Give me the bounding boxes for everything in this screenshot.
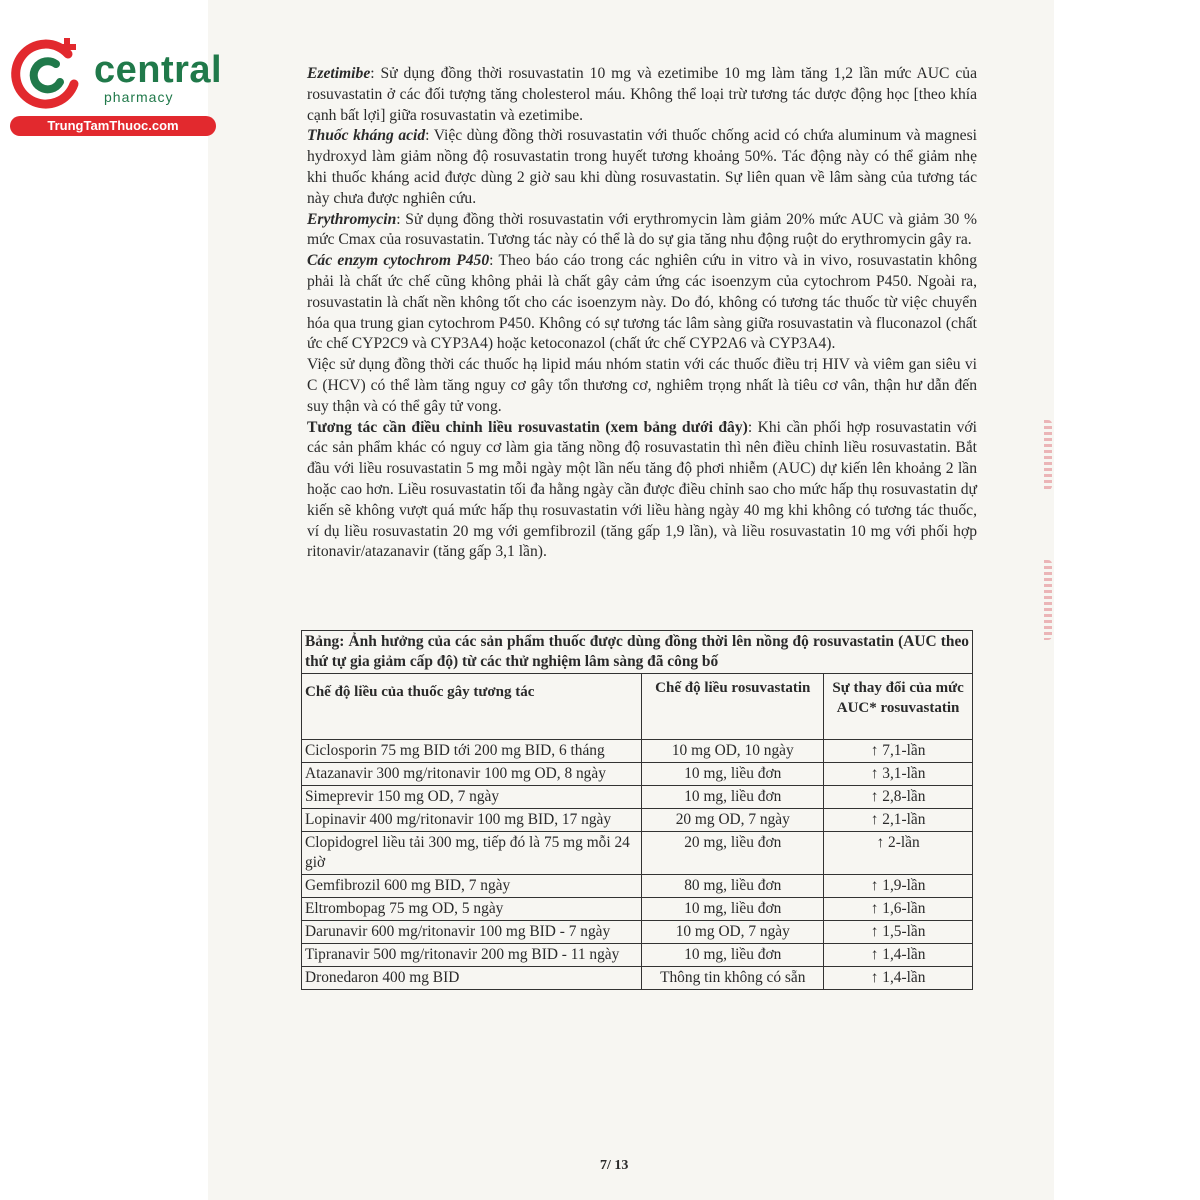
paragraph-lead: Các enzym cytochrom P450 [307, 252, 490, 270]
table-cell: 20 mg OD, 7 ngày [642, 809, 824, 832]
table-cell: 10 mg, liều đơn [642, 944, 824, 967]
paragraph-text: Sử dụng đồng thời rosuvastatin 10 mg và ezetimibe 10 mg làm tăng 1,2 lần mức AUC của rosuvastatin ở các đối tượng tăng cholesterol máu. Không thể loại trừ tương tác dược động học [theo khía cạnh bất lợi] giữa rosuvastatin và ezetimibe. [307, 65, 977, 124]
table-header-cell: Chế độ liều của thuốc gây tương tác [302, 674, 642, 740]
table-cell: ↑ 2,1-lần [824, 809, 973, 832]
paragraph-lead: Ezetimibe [307, 65, 371, 82]
table-caption: Bảng: Ảnh hưởng của các sản phẩm thuốc được dùng đồng thời lên nồng độ rosuvastatin (AUC theo thứ tự gia giảm cấp độ) từ các thử nghiệm lâm sàng đã công bố [302, 631, 973, 674]
table-cell: Ciclosporin 75 mg BID tới 200 mg BID, 6 tháng [302, 740, 642, 763]
paragraph-separator: : [489, 252, 499, 270]
table-cell: 10 mg OD, 7 ngày [642, 921, 824, 944]
table-row [302, 921, 973, 944]
paragraph [307, 355, 977, 417]
table-cell: Darunavir 600 mg/ritonavir 100 mg BID - 7 ngày [302, 921, 642, 944]
table-cell: 10 mg OD, 10 ngày [642, 740, 824, 763]
paragraph [307, 418, 977, 564]
paragraph [307, 64, 977, 126]
table-row [302, 809, 973, 832]
table-cell: ↑ 7,1-lần [824, 740, 973, 763]
paragraph-lead: Erythromycin [307, 210, 397, 228]
table-row [302, 740, 973, 763]
table-cell: ↑ 1,6-lần [824, 898, 973, 921]
table-cell: 10 mg, liều đơn [642, 898, 824, 921]
paragraph-text: Sử dụng đồng thời rosuvastatin với erythromycin làm giảm 20% mức AUC và giảm 30 % mức Cmax của rosuvastatin. Tương tác này có thể là do sự gia tăng nhu động ruột do erythromycin gây ra. [307, 210, 977, 249]
table-row [302, 898, 973, 921]
paragraph-separator: : [425, 127, 434, 145]
paragraph [307, 210, 977, 252]
table-cell: Eltrombopag 75 mg OD, 5 ngày [302, 898, 642, 921]
central-pharmacy-logo[interactable] [8, 34, 223, 138]
table-cell: 20 mg, liều đơn [642, 832, 824, 875]
table-header-cell: Sự thay đổi của mức AUC* rosuvastatin [824, 674, 973, 740]
table-row [302, 944, 973, 967]
table-cell: Gemfibrozil 600 mg BID, 7 ngày [302, 875, 642, 898]
stamp-mark [1044, 560, 1052, 640]
table-cell: ↑ 1,4-lần [824, 944, 973, 967]
table-cell: ↑ 2,8-lần [824, 786, 973, 809]
logo-brand-text: central [94, 49, 223, 91]
paragraph [307, 251, 977, 355]
table-cell: Clopidogrel liều tải 300 mg, tiếp đó là 75 mg mỗi 24 giờ [302, 832, 642, 875]
document-body [307, 64, 977, 563]
paragraph-text: Theo báo cáo trong các nghiên cứu in vitro và in vivo, rosuvastatin không phải là chất ức chế cũng không phải là chất gây cảm ứng các isoenzym của cytochrom P450. Ngoài ra, rosuvastatin là chất nền không tốt cho các isoenzym này. Do đó, không có tương tác thuốc từ việc chuyển hóa qua trung gian cytochrom P450. Không có sự tương tác lâm sàng giữa rosuvastatin và fluconazol (chất ức chế CYP2C9 và CYP3A4) hoặc ketoconazol (chất ức chế CYP2A6 và CYP3A4). [307, 252, 978, 353]
stamp-mark [1044, 420, 1052, 490]
paragraph-lead: Tương tác cần điều chỉnh liều rosuvastatin (xem bảng dưới đây) [307, 418, 748, 436]
paragraph [307, 126, 977, 209]
logo-sub-text: pharmacy [104, 89, 174, 105]
table-row [302, 832, 973, 875]
table-cell: ↑ 3,1-lần [824, 763, 973, 786]
logo-emblem-icon [8, 34, 88, 114]
paragraph-text: Khi cần phối hợp rosuvastatin với các sản phẩm khác có nguy cơ làm gia tăng nồng độ rosuvastatin thì nên điều chỉnh liều rosuvastatin. Bắt đầu với liều rosuvastatin 5 mg mỗi ngày một lần nếu tăng độ phơi nhiễm (AUC) dự kiến lên khoảng 2 lần hoặc cao hơn. Liều rosuvastatin tối đa hằng ngày cần được điều chỉnh sao cho mức hấp thụ rosuvastatin dự kiến sẽ không vượt quá mức hấp thụ rosuvastatin với liều hàng ngày 40 mg khi không có tương tác thuốc, ví dụ liều rosuvastatin 20 mg với gemfibrozil (tăng gấp 1,9 lần), và liều rosuvastatin 10 mg với phối hợp ritonavir/atazanavir (tăng gấp 3,1 lần). [307, 418, 977, 561]
paragraph-separator: : [747, 418, 758, 436]
table-cell: 80 mg, liều đơn [642, 875, 824, 898]
table-cell: Dronedaron 400 mg BID [302, 967, 642, 990]
table-header-cell: Chế độ liều rosuvastatin [642, 674, 824, 740]
paragraph-lead: Thuốc kháng acid [307, 127, 426, 145]
table-cell: ↑ 1,5-lần [824, 921, 973, 944]
table-row [302, 763, 973, 786]
logo-url-badge: TrungTamThuoc.com [10, 116, 216, 136]
table-cell: Simeprevir 150 mg OD, 7 ngày [302, 786, 642, 809]
table-cell: 10 mg, liều đơn [642, 786, 824, 809]
paragraph-text: Việc sử dụng đồng thời các thuốc hạ lipid máu nhóm statin với các thuốc điều trị HIV và viêm gan siêu vi C (HCV) có thể làm tăng nguy cơ gây tổn thương cơ, nghiêm trọng nhất là tiêu cơ vân, thận hư dẫn đến suy thận và có thể gây tử vong. [307, 356, 977, 415]
table-row [302, 786, 973, 809]
table-row [302, 875, 973, 898]
page-number: 7/ 13 [600, 1158, 629, 1173]
table-cell: ↑ 2-lần [824, 832, 973, 875]
table-cell: 10 mg, liều đơn [642, 763, 824, 786]
table-cell: Thông tin không có sẵn [642, 967, 824, 990]
paragraph-text: Việc dùng đồng thời rosuvastatin với thuốc chống acid có chứa aluminum và magnesi hydroxyd làm giảm nồng độ rosuvastatin trong huyết tương khoảng 50%. Tác động này có thể giảm nhẹ khi thuốc kháng acid được dùng 2 giờ sau khi dùng rosuvastatin. Sự liên quan về lâm sàng của tương tác này chưa được nghiên cứu. [307, 127, 978, 207]
paragraph-separator: : [396, 210, 406, 228]
table-cell: Atazanavir 300 mg/ritonavir 100 mg OD, 8 ngày [302, 763, 642, 786]
interaction-table [301, 630, 973, 990]
table-cell: Lopinavir 400 mg/ritonavir 100 mg BID, 17 ngày [302, 809, 642, 832]
table-cell: Tipranavir 500 mg/ritonavir 200 mg BID - 11 ngày [302, 944, 642, 967]
paragraph-separator: : [370, 65, 381, 82]
table-cell: ↑ 1,9-lần [824, 875, 973, 898]
table-row [302, 967, 973, 990]
table-cell: ↑ 1,4-lần [824, 967, 973, 990]
